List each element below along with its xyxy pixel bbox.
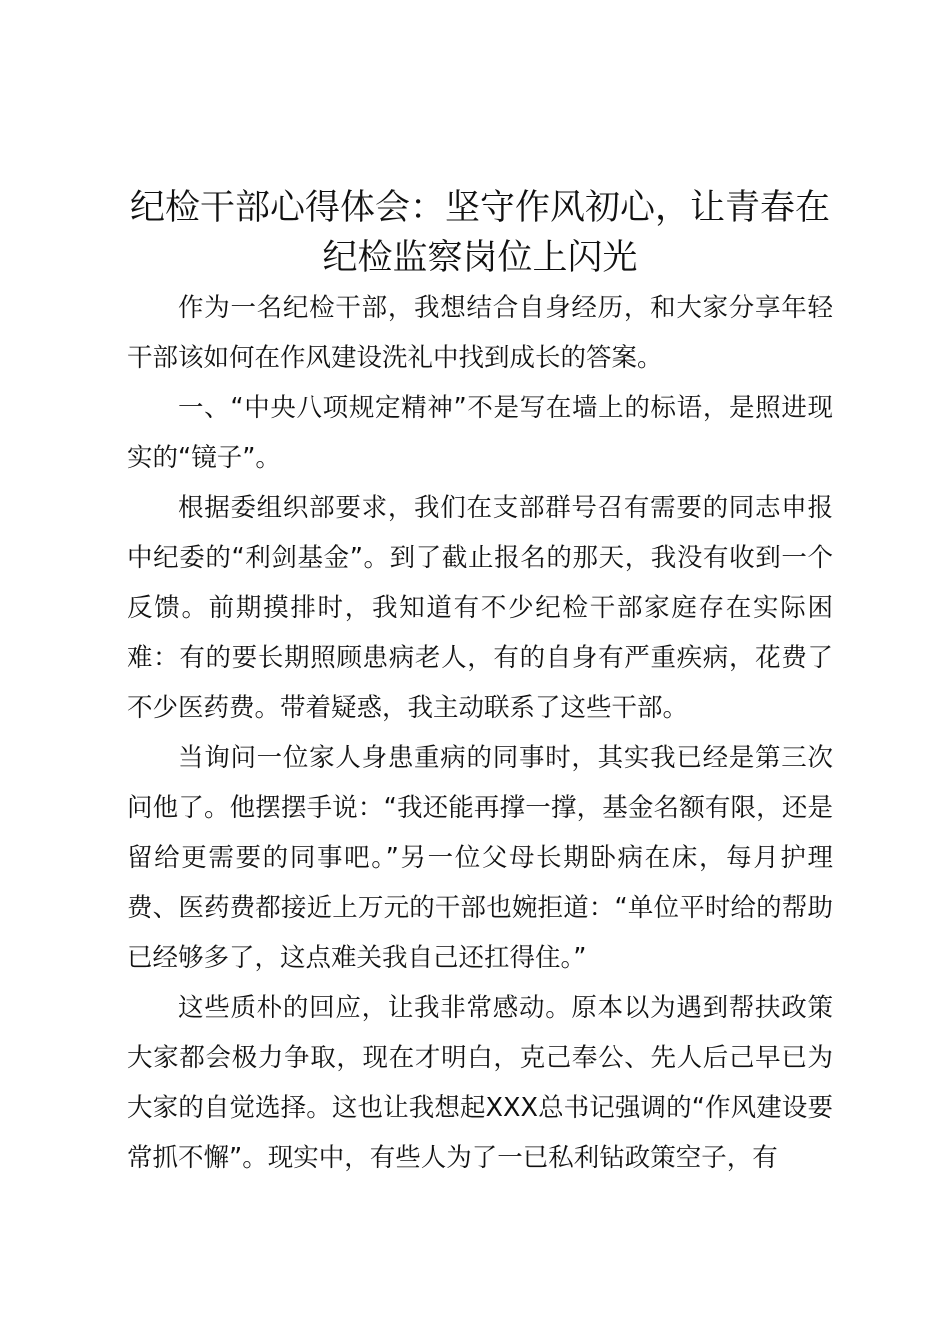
paragraph-section-heading: 一、“中央八项规定精神”不是写在墙上的标语，是照进现实的“镜子”。 xyxy=(127,393,833,473)
paragraph-intro: 作为一名纪检干部，我想结合自身经历，和大家分享年轻干部该如何在作风建设洗礼中找到成长的答案。 xyxy=(127,293,833,373)
document-page xyxy=(127,183,833,1183)
paragraph-fund-application: 根据委组织部要求，我们在支部群号召有需要的同志申报中纪委的“利剑基金”。到了截止报名的那天，我没有收到一个反馈。前期摸排时，我知道有不少纪检干部家庭存在实际困难：有的要长期照顾患病老人，有的自身有严重疾病，花费了不少医药费。带着疑惑，我主动联系了这些干部。 xyxy=(127,493,833,723)
document-title: 纪检干部心得体会：坚守作风初心，让青春在纪检监察岗位上闪光 xyxy=(129,188,830,278)
paragraph-colleague-responses: 当询问一位家人身患重病的同事时，其实我已经是第三次问他了。他摆摆手说：“我还能再撑一撑，基金名额有限，还是留给更需要的同事吧。”另一位父母长期卧病在床，每月护理费、医药费都接近上万元的干部也婉拒道：“单位平时给的帮助已经够多了，这点难关我自己还扛得住。” xyxy=(127,743,833,973)
paragraph-reflection: 这些质朴的回应，让我非常感动。原本以为遇到帮扶政策大家都会极力争取，现在才明白，克己奉公、先人后己早已为大家的自觉选择。这也让我想起XXX总书记强调的“作风建设要常抓不懈”。现实中，有些人为了一已私利钻政策空子，有 xyxy=(127,993,833,1173)
